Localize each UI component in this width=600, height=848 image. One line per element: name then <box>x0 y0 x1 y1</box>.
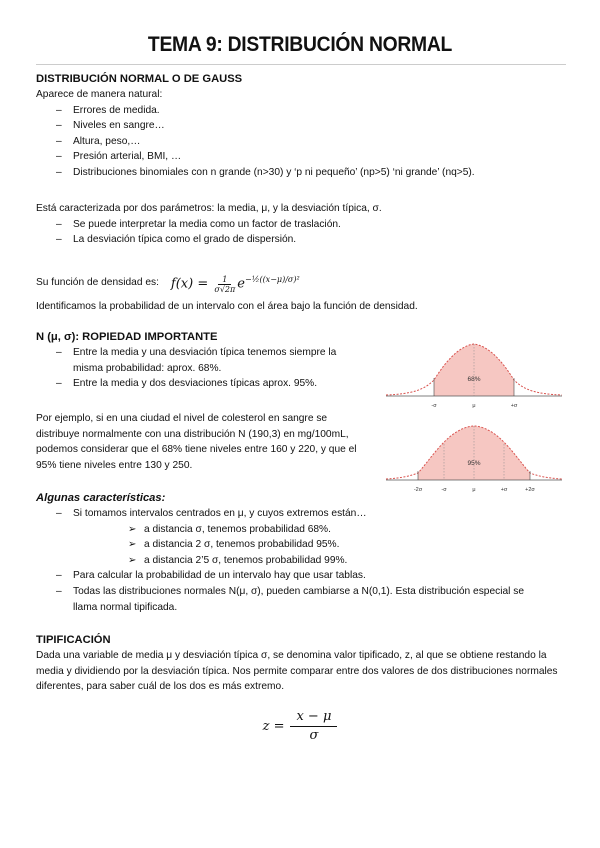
list-item: – Niveles en sangre… <box>36 118 566 134</box>
title-divider <box>36 64 566 65</box>
tick-label: +σ <box>510 403 518 409</box>
tick-label: μ <box>472 403 476 409</box>
percentage-label: 68% <box>467 376 481 383</box>
formula-lhs: f(x) = <box>170 276 209 292</box>
density-note: Identificamos la probabilidad de un intervalo con el área bajo la función de densidad. <box>36 301 418 312</box>
params-block <box>36 201 566 248</box>
tick-label: -2σ <box>413 487 423 493</box>
list-item: – Para calcular la probabilidad de un intervalo hay que usar tablas. <box>36 568 566 584</box>
sublist-item: ➢ a distancia 2 σ, tenemos probabilidad 95%. <box>36 537 566 553</box>
list-item: – Si tomamos intervalos centrados en μ, y cuyos extremos están… <box>36 506 566 522</box>
tick-label: μ <box>472 487 476 493</box>
tick-label: -σ <box>431 403 437 409</box>
list-item: – Entre la media y una desviación típica tenemos siempre la misma probabilidad: aprox. 68%. <box>36 345 368 376</box>
tipificacion-text: Dada una variable de media μ y desviación típica σ, se denomina valor tipificado, z, al que se obtiene restando la media y dividiendo por la desviación típica. Nos permite comparar entre dos valores de dos distribuciones normales diferentes, para saber cuál de los dos es más extremo. <box>36 650 558 693</box>
natural-list <box>36 103 566 181</box>
list-item: – La desviación típica como el grado de dispersión. <box>36 232 566 248</box>
coef-numerator: 1 <box>218 275 231 285</box>
characteristics-list-2 <box>36 568 566 615</box>
formula-coefficient <box>214 275 235 294</box>
formula-exponent: −½((x−μ)/σ)² <box>244 275 300 285</box>
section-heading-characteristics: Algunas características: <box>36 492 166 504</box>
distance-sublist <box>36 522 566 569</box>
tick-label: +2σ <box>525 487 535 493</box>
list-item: – Presión arterial, BMI, … <box>36 149 566 165</box>
sublist-item: ➢ a distancia 2’5 σ, tenemos probabilidad 99%. <box>36 553 566 569</box>
density-formula <box>171 272 300 293</box>
list-item: – Distribuciones binomiales con n grande (n>30) y ‘p ni pequeño’ (np>5) ‘ni grande’ (nq>5). <box>36 165 566 181</box>
intro-text: Aparece de manera natural: <box>36 89 163 100</box>
page-title: TEMA 9: DISTRIBUCIÓN NORMAL <box>147 33 453 56</box>
list-item: – Entre la media y dos desviaciones típicas aprox. 95%. <box>36 376 368 392</box>
coef-denominator: σ√2π <box>214 284 236 294</box>
section-property <box>36 330 368 392</box>
section-tipificacion <box>36 633 568 695</box>
z-denominator: σ <box>309 728 319 743</box>
list-item: – Se puede interpretar la media como un factor de traslación. <box>36 217 566 233</box>
section-heading-property: N (μ, σ): ROPIEDAD IMPORTANTE <box>36 331 218 343</box>
percentage-label: 95% <box>467 460 481 467</box>
normal-curve-68 <box>382 334 566 414</box>
density-row <box>36 266 566 300</box>
sublist-item: ➢ a distancia σ, tenemos probabilidad 68%. <box>36 522 566 538</box>
formula-base: e <box>237 276 245 292</box>
tick-label: -σ <box>441 487 447 493</box>
z-fraction <box>290 708 337 745</box>
tick-label: +σ <box>500 487 508 493</box>
z-formula <box>0 708 600 745</box>
z-lhs: z = <box>262 718 285 734</box>
z-numerator: x − μ <box>290 708 337 727</box>
normal-curve-95 <box>382 418 566 498</box>
list-item: – Todas las distribuciones normales N(μ, σ), pueden cambiarse a N(0,1). Esta distribución especial se llama normal tipificada. <box>36 584 566 615</box>
characteristics-list <box>36 506 566 522</box>
property-list <box>36 345 368 392</box>
section-heading-tipificacion: TIPIFICACIÓN <box>36 634 111 646</box>
section-heading-gauss: DISTRIBUCIÓN NORMAL O DE GAUSS <box>36 73 243 85</box>
example-text: Por ejemplo, si en una ciudad el nivel de colesterol en sangre se distribuye normalmente con una distribución N (190,3) en mg/100mL, podemos considerar que el 68% tiene niveles entre 160 y 220, y que el 95% tiene niveles entre 130 y 250. <box>36 413 357 471</box>
density-label: Su función de densidad es: <box>36 277 159 289</box>
params-list <box>36 217 566 248</box>
list-item: – Errores de medida. <box>36 103 566 119</box>
section-characteristics <box>36 491 566 615</box>
section-gauss <box>36 72 566 181</box>
params-intro: Está caracterizada por dos parámetros: la media, μ, y la desviación típica, σ. <box>36 203 382 214</box>
list-item: – Altura, peso,… <box>36 134 566 150</box>
